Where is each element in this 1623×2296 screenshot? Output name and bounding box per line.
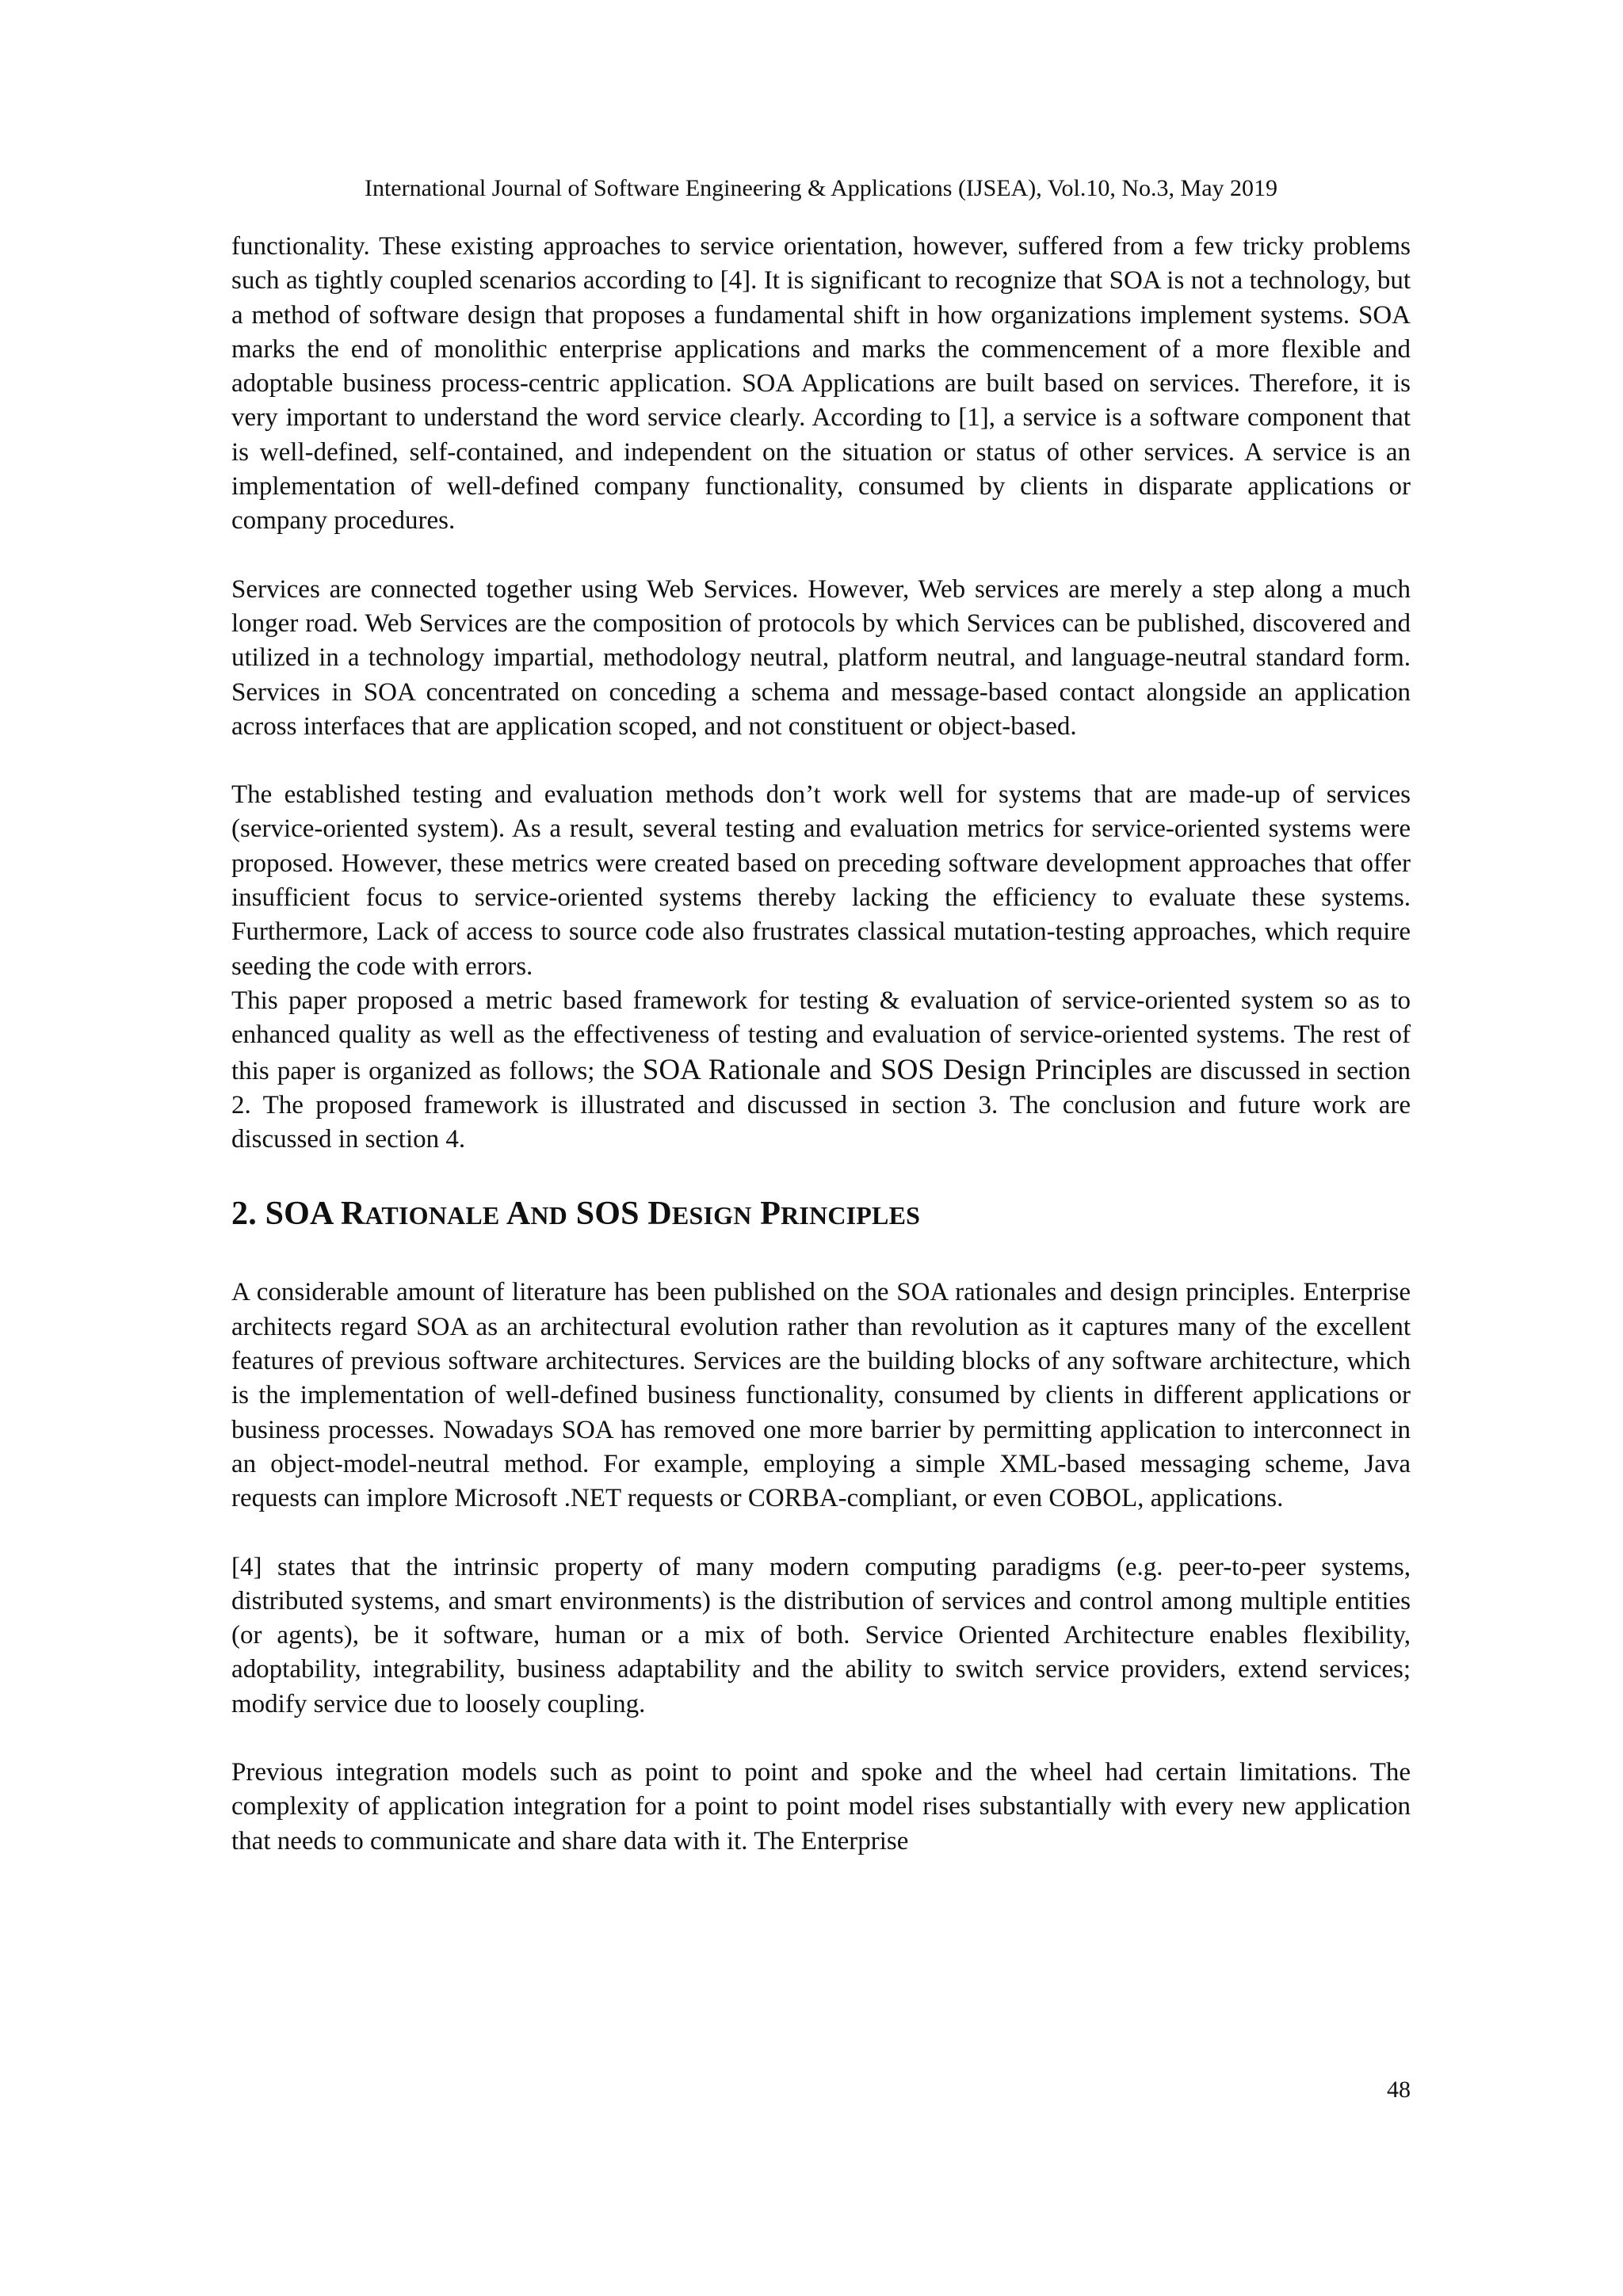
section-number: 2.	[231, 1196, 257, 1233]
body-text	[231, 230, 1411, 1859]
paragraph-6: [4] states that the intrinsic property of many modern computing paradigms (e.g. peer-to-peer systems, distributed systems, and smart environments) is the distribution of services and control among multiple entities (or agents), be it software, human or a mix of both. Service Oriented Architecture enables flexibility, adoptability, integrability, business adaptability and the ability to switch service providers, extend services; modify service due to loosely coupling.	[231, 1552, 1411, 1718]
paragraph-1: functionality. These existing approaches to service orientation, however, suffered from a few tricky problems such as tightly coupled scenarios according to [4]. It is significant to recognize that SOA is not a technology, but a method of software design that proposes a fundamental shift in how organizations implement systems. SOA marks the end of monolithic enterprise applications and marks the commencement of a more flexible and adoptable business process-centric application. SOA Applications are built based on services. Therefore, it is very important to understand the word service clearly. According to [1], a service is a software component that is well-defined, self-contained, and independent on the situation or status of other services. A service is an implementation of well-defined company functionality, consumed by clients in disparate applications or company procedures.	[231, 232, 1411, 536]
paragraph-2: Services are connected together using Web Services. However, Web services are merely a step along a much longer road. Web Services are the composition of protocols by which Services can be published, discovered and utilized in a technology impartial, methodology neutral, platform neutral, and language-neutral standard form. Services in SOA concentrated on conceding a schema and message-based contact alongside an application across interfaces that are application scoped, and not constituent or object-based.	[231, 574, 1411, 741]
heading-word: PRINCIPLES	[760, 1196, 921, 1233]
heading-word: DESIGN	[647, 1196, 752, 1233]
paragraph-3: The established testing and evaluation methods don’t work well for systems that are made-up of services (service-oriented system). As a result, several testing and evaluation metrics for service-oriented systems were proposed. However, these metrics were created based on preceding software development approaches that offer insufficient focus to service-oriented systems thereby lacking the efficiency to evaluate these systems. Furthermore, Lack of access to source code also frustrates classical mutation-testing approaches, which require seeding the code with errors.	[231, 780, 1411, 981]
heading-word: AND	[506, 1196, 567, 1233]
heading-word: RATIONALE	[340, 1196, 500, 1233]
section-title-reference: SOA Rationale and SOS Design Principles	[642, 1053, 1152, 1086]
section-heading	[231, 1193, 1411, 1236]
running-header: International Journal of Software Engineering & Applications (IJSEA), Vol.10, No.3, May 2019	[364, 175, 1278, 201]
paragraph-4	[231, 984, 1411, 1157]
paragraph-5: A considerable amount of literature has been published on the SOA rationales and design principles. Enterprise architects regard SOA as an architectural evolution rather than revolution as it captures many of the excellent features of previous software architectures. Services are the building blocks of any software architecture, which is the implementation of well-defined business functionality, consumed by clients in different applications or business processes. Nowadays SOA has removed one more barrier by permitting application to interconnect in an object-model-neutral method. For example, employing a simple XML-based messaging scheme, Java requests can implore Microsoft .NET requests or CORBA-compliant, or even COBOL, applications.	[231, 1278, 1411, 1513]
paragraph-4-text-before: This paper proposed a metric based framework for testing & evaluation of service-oriented system so as to enhanced quality as well as the effectiveness of testing and evaluation of service-oriented systems. The rest of this paper is organized as follows; the	[231, 986, 1411, 1085]
heading-word: SOA	[265, 1196, 333, 1233]
heading-word: SOS	[575, 1196, 640, 1233]
paragraph-7: Previous integration models such as point to point and spoke and the wheel had certain limitations. The complexity of application integration for a point to point model rises substantially with every new application that needs to communicate and share data with it. The Enterprise	[231, 1757, 1411, 1855]
paragraph-4-text-after: are discussed in section 2. The proposed framework is illustrated and discussed in section 3. The conclusion and future work are discussed in section 4.	[231, 1056, 1411, 1154]
page-number: 48	[1387, 2077, 1411, 2103]
